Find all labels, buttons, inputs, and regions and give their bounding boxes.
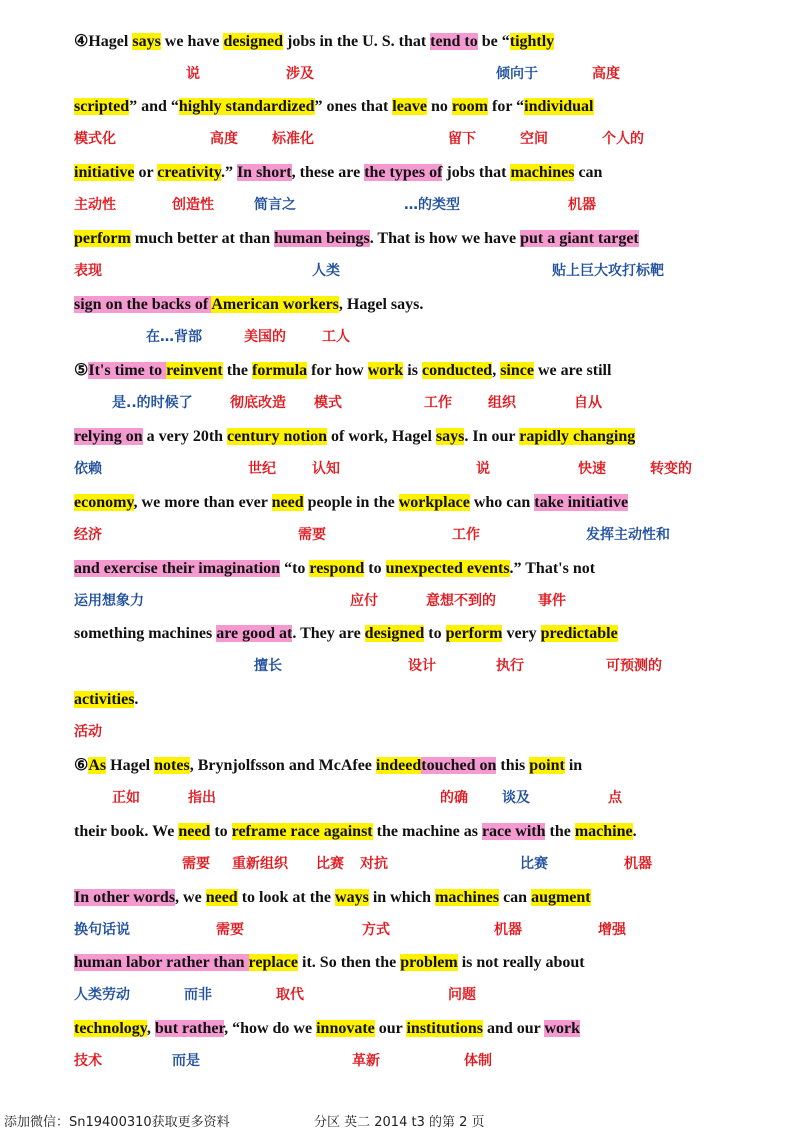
yellow-highlight: augment — [531, 889, 591, 906]
pink-highlight: In other words — [74, 889, 176, 906]
yellow-highlight: predictable — [540, 625, 618, 642]
chinese-gloss: 运用想象力 — [74, 593, 144, 609]
text-segment: the machine as — [372, 823, 482, 840]
chinese-gloss: 贴上巨大攻打标靶 — [552, 263, 664, 279]
yellow-highlight: As — [88, 757, 107, 774]
chinese-gloss: 依赖 — [74, 461, 102, 477]
text-segment: , — [492, 362, 501, 379]
yellow-highlight: work — [367, 362, 404, 379]
text-segment: , these are — [291, 164, 365, 181]
chinese-gloss: 问题 — [448, 987, 476, 1003]
english-line — [74, 492, 714, 514]
pink-highlight: work — [544, 1020, 581, 1037]
chinese-gloss: 机器 — [624, 856, 652, 872]
text-segment: their book. We — [74, 823, 179, 840]
chinese-gloss: 表现 — [74, 263, 102, 279]
yellow-highlight: point — [529, 757, 565, 774]
yellow-highlight: reframe race against — [231, 823, 373, 840]
chinese-gloss: 世纪 — [248, 461, 276, 477]
chinese-gloss: 的确 — [440, 790, 468, 806]
gloss-line — [74, 853, 714, 875]
yellow-highlight: designed — [223, 33, 284, 50]
yellow-highlight: indeed — [375, 757, 422, 774]
english-line — [74, 755, 714, 777]
chinese-gloss: 重新组织 — [232, 856, 288, 872]
yellow-highlight: highly standardized — [178, 98, 315, 115]
gloss-line — [74, 194, 714, 216]
english-line — [74, 31, 714, 53]
text-segment: to — [424, 625, 446, 642]
chinese-gloss: 而非 — [184, 987, 212, 1003]
chinese-gloss: 美国的 — [244, 329, 286, 345]
pink-highlight: relying on — [74, 428, 143, 445]
chinese-gloss: 方式 — [362, 922, 390, 938]
english-line — [74, 162, 714, 184]
gloss-line — [74, 128, 714, 150]
text-segment: no — [426, 98, 452, 115]
gloss-line — [74, 524, 714, 546]
yellow-highlight: institutions — [406, 1020, 483, 1037]
pink-highlight: put a giant target — [520, 230, 639, 247]
gloss-line — [74, 260, 714, 282]
text-segment: , Hagel says. — [338, 296, 424, 313]
gloss-line — [74, 787, 714, 809]
text-segment: is not really about — [457, 954, 585, 971]
gloss-line — [74, 63, 714, 85]
chinese-gloss: 体制 — [464, 1053, 492, 1069]
text-segment: and our — [482, 1020, 545, 1037]
chinese-gloss: 设计 — [408, 658, 436, 674]
english-line — [74, 689, 714, 711]
yellow-highlight: perform — [74, 230, 131, 247]
chinese-gloss: 工作 — [424, 395, 452, 411]
yellow-highlight: problem — [400, 954, 458, 971]
text-segment: ” ones that — [314, 98, 393, 115]
pink-highlight: take initiative — [534, 494, 629, 511]
yellow-highlight: workplace — [398, 494, 470, 511]
text-segment: can — [574, 164, 603, 181]
gloss-line — [74, 721, 714, 743]
gloss-line — [74, 392, 714, 414]
text-segment: , — [146, 1020, 155, 1037]
english-line — [74, 228, 714, 250]
english-line — [74, 96, 714, 118]
text-segment: to look at the — [237, 889, 336, 906]
yellow-highlight: need — [178, 823, 211, 840]
yellow-highlight: economy — [74, 494, 134, 511]
chinese-gloss: 认知 — [312, 461, 340, 477]
chinese-gloss: 高度 — [592, 66, 620, 82]
text-segment: .” That's not — [509, 560, 596, 577]
footer-wechat-note: 添加微信：Sn19400310获取更多资料 — [4, 1115, 230, 1130]
text-segment: who can — [469, 494, 535, 511]
chinese-gloss: 留下 — [448, 131, 476, 147]
yellow-highlight: machines — [435, 889, 500, 906]
english-line — [74, 360, 714, 382]
chinese-gloss: 人类 — [312, 263, 340, 279]
text-segment: people in the — [303, 494, 399, 511]
yellow-highlight: leave — [392, 98, 427, 115]
chinese-gloss: 工人 — [322, 329, 350, 345]
chinese-gloss: 说 — [186, 66, 200, 82]
text-segment: to — [364, 560, 386, 577]
pink-highlight: It's time to — [88, 362, 167, 379]
yellow-highlight: rapidly changing — [519, 428, 636, 445]
chinese-gloss: 需要 — [216, 922, 244, 938]
chinese-gloss: 机器 — [494, 922, 522, 938]
chinese-gloss: 彻底改造 — [230, 395, 286, 411]
english-line — [74, 623, 714, 645]
yellow-highlight: room — [451, 98, 488, 115]
chinese-gloss: 而是 — [172, 1053, 200, 1069]
yellow-highlight: since — [500, 362, 534, 379]
chinese-gloss: 高度 — [210, 131, 238, 147]
yellow-highlight: creativity — [157, 164, 221, 181]
text-segment: for how — [307, 362, 368, 379]
text-segment: or — [134, 164, 158, 181]
yellow-highlight: initiative — [74, 164, 135, 181]
gloss-line — [74, 458, 714, 480]
text-segment: something machines — [74, 625, 217, 642]
text-segment: a very 20th — [142, 428, 228, 445]
text-segment: , “how do we — [224, 1020, 317, 1037]
text-segment: it. So then the — [298, 954, 401, 971]
text-segment: can — [499, 889, 532, 906]
chinese-gloss: 事件 — [538, 593, 566, 609]
yellow-highlight: technology — [74, 1020, 147, 1037]
text-segment: for “ — [487, 98, 525, 115]
chinese-gloss: 对抗 — [360, 856, 388, 872]
chinese-gloss: 个人的 — [602, 131, 644, 147]
text-segment: much better at than — [130, 230, 275, 247]
chinese-gloss: 模式 — [314, 395, 342, 411]
yellow-highlight: formula — [252, 362, 308, 379]
chinese-gloss: 意想不到的 — [426, 593, 496, 609]
text-segment: very — [502, 625, 541, 642]
chinese-gloss: 取代 — [276, 987, 304, 1003]
pink-highlight: the types of — [364, 164, 443, 181]
text-segment: “to — [280, 560, 310, 577]
text-segment: . That is how we have — [369, 230, 521, 247]
text-segment: in — [564, 757, 583, 774]
text-segment: , we — [175, 889, 206, 906]
english-line — [74, 426, 714, 448]
pink-highlight: tend to — [430, 33, 478, 50]
english-line — [74, 821, 714, 843]
chinese-gloss: 技术 — [74, 1053, 102, 1069]
chinese-gloss: 涉及 — [286, 66, 314, 82]
chinese-gloss: 主动性 — [74, 197, 116, 213]
pink-highlight: race with — [481, 823, 546, 840]
text-segment: , Brynjolfsson and McAfee — [189, 757, 376, 774]
pink-highlight: are good at — [216, 625, 293, 642]
text-segment: ” and “ — [129, 98, 179, 115]
chinese-gloss: 简言之 — [254, 197, 296, 213]
english-line — [74, 1018, 714, 1040]
chinese-gloss: 创造性 — [172, 197, 214, 213]
yellow-highlight: tightly — [509, 33, 555, 50]
yellow-highlight: need — [271, 494, 304, 511]
text-segment: . They are — [292, 625, 365, 642]
chinese-gloss: 比赛 — [316, 856, 344, 872]
chinese-gloss: 发挥主动性和 — [586, 527, 670, 543]
chinese-gloss: 模式化 — [74, 131, 116, 147]
pink-highlight: human labor rather than — [74, 954, 249, 971]
chinese-gloss: 空间 — [520, 131, 548, 147]
chinese-gloss: 自从 — [574, 395, 602, 411]
gloss-line — [74, 1050, 714, 1072]
yellow-highlight: ways — [335, 889, 369, 906]
text-segment: our — [374, 1020, 407, 1037]
yellow-highlight: scripted — [74, 98, 130, 115]
chinese-gloss: 擅长 — [254, 658, 282, 674]
yellow-highlight: machine — [574, 823, 633, 840]
pink-highlight: but rather — [154, 1020, 225, 1037]
yellow-highlight: conducted — [421, 362, 493, 379]
text-segment: the — [222, 362, 253, 379]
pink-highlight: human beings — [274, 230, 370, 247]
chinese-gloss: 可预测的 — [606, 658, 662, 674]
chinese-gloss: 机器 — [568, 197, 596, 213]
chinese-gloss: 谈及 — [502, 790, 530, 806]
chinese-gloss: 换句话说 — [74, 922, 130, 938]
chinese-gloss: 执行 — [496, 658, 524, 674]
text-segment: . — [632, 823, 637, 840]
chinese-gloss: 增强 — [598, 922, 626, 938]
yellow-highlight: replace — [248, 954, 299, 971]
english-line — [74, 558, 714, 580]
yellow-highlight: machines — [510, 164, 575, 181]
yellow-highlight: notes — [154, 757, 190, 774]
chinese-gloss: 革新 — [352, 1053, 380, 1069]
pink-highlight: sign on the backs of — [74, 296, 212, 313]
chinese-gloss: 转变的 — [650, 461, 692, 477]
gloss-line — [74, 919, 714, 941]
text-segment: ⑥ — [74, 757, 89, 774]
chinese-gloss: 比赛 — [520, 856, 548, 872]
english-line — [74, 294, 714, 316]
yellow-highlight: reinvent — [166, 362, 223, 379]
text-segment: be “ — [477, 33, 510, 50]
text-segment: jobs that — [442, 164, 511, 181]
yellow-highlight: century notion — [227, 428, 328, 445]
yellow-highlight: says — [435, 428, 465, 445]
yellow-highlight: individual — [524, 98, 594, 115]
chinese-gloss: 工作 — [452, 527, 480, 543]
yellow-highlight: activities — [74, 691, 135, 708]
text-segment: , we more than ever — [133, 494, 272, 511]
footer-page-number: 分区 英二 2014 t3 的第 2 页 — [314, 1115, 485, 1130]
chinese-gloss: 经济 — [74, 527, 102, 543]
pink-highlight: In short — [236, 164, 292, 181]
chinese-gloss: 在…背部 — [146, 329, 202, 345]
chinese-gloss: 快速 — [578, 461, 606, 477]
text-segment: ④Hagel — [74, 33, 133, 50]
yellow-highlight: American workers — [211, 296, 339, 313]
text-segment: Hagel — [106, 757, 155, 774]
chinese-gloss: 需要 — [298, 527, 326, 543]
yellow-highlight: need — [205, 889, 238, 906]
english-line — [74, 952, 714, 974]
text-segment: to — [210, 823, 232, 840]
text-segment: in which — [368, 889, 436, 906]
pink-highlight: touched on — [421, 757, 497, 774]
text-segment: . In our — [464, 428, 520, 445]
chinese-gloss: 说 — [476, 461, 490, 477]
chinese-gloss: 指出 — [188, 790, 216, 806]
gloss-line — [74, 984, 714, 1006]
text-segment: .” — [220, 164, 237, 181]
chinese-gloss: …的类型 — [404, 197, 460, 213]
pink-highlight: and exercise their imagination — [74, 560, 281, 577]
chinese-gloss: 正如 — [112, 790, 140, 806]
yellow-highlight: designed — [364, 625, 425, 642]
chinese-gloss: 组织 — [488, 395, 516, 411]
text-segment: this — [496, 757, 530, 774]
yellow-highlight: innovate — [316, 1020, 375, 1037]
chinese-gloss: 需要 — [182, 856, 210, 872]
text-segment: . — [134, 691, 139, 708]
text-segment: of work, Hagel — [327, 428, 436, 445]
yellow-highlight: respond — [309, 560, 365, 577]
text-segment: the — [545, 823, 575, 840]
text-segment: jobs in the U. S. that — [283, 33, 431, 50]
text-segment: we have — [160, 33, 224, 50]
chinese-gloss: 倾向于 — [496, 66, 538, 82]
yellow-highlight: perform — [445, 625, 503, 642]
english-line — [74, 887, 714, 909]
chinese-gloss: 点 — [608, 790, 622, 806]
chinese-gloss: 应付 — [350, 593, 378, 609]
gloss-line — [74, 326, 714, 348]
chinese-gloss: 是..的时候了 — [112, 395, 193, 411]
chinese-gloss: 活动 — [74, 724, 102, 740]
gloss-line — [74, 655, 714, 677]
text-segment: ⑤ — [74, 362, 89, 379]
text-segment: we are still — [533, 362, 612, 379]
yellow-highlight: says — [132, 33, 161, 50]
gloss-line — [74, 590, 714, 612]
chinese-gloss: 人类劳动 — [74, 987, 130, 1003]
yellow-highlight: unexpected events — [385, 560, 510, 577]
chinese-gloss: 标准化 — [272, 131, 314, 147]
text-segment: is — [403, 362, 422, 379]
